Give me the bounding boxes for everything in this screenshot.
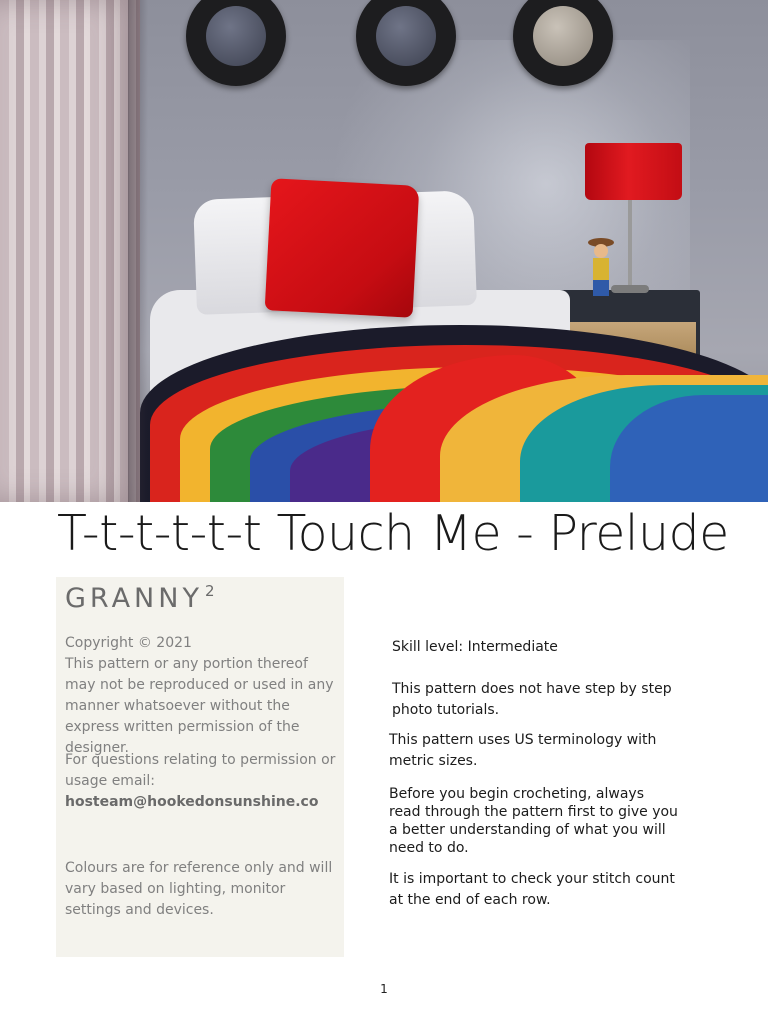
lamp-pole [628,200,632,290]
info-sidebar [56,577,344,957]
copyright-line: Copyright © 2021 [65,635,192,651]
copyright-block [65,633,340,759]
colour-note: Colours are for reference only and will vary based on lighting, monitor settings and devices. [65,860,333,918]
toy-figure [588,238,612,298]
stitch-count-note: It is important to check your stitch count at the end of each row. [389,871,675,908]
read-first-note: Before you begin crocheting, always read through the pattern first to give you a better understanding of what you will need to do. [389,786,678,856]
curtain [0,0,140,502]
skill-level: Skill level: Intermediate [392,639,558,655]
page-number: 1 [380,982,388,996]
lamp-base [611,285,649,293]
terminology-note: This pattern uses US terminology with metric sizes. [389,732,657,769]
cover-photo [0,0,768,502]
rights-text: This pattern or any portion thereof may not be reproduced or used in any manner whatsoever without the express written permission of the designer. [65,656,334,756]
round-mirror [186,0,286,86]
permission-block [65,750,340,813]
curtain-shadow [128,0,148,502]
red-pillow [265,178,420,318]
brand-name: GRANNY $^2$ [65,582,215,614]
pattern-title: T-t-t-t-t-t Touch Me - Prelude [57,505,729,562]
tutorials-note: This pattern does not have step by step photo tutorials. [392,681,672,718]
lamp-shade [585,143,682,200]
brand-superscript: 2 [204,582,215,600]
contact-email[interactable]: hosteam@hookedonsunshine.co [65,794,319,810]
crochet-blanket [140,315,768,502]
permission-text: For questions relating to permission or usage email: [65,752,336,789]
